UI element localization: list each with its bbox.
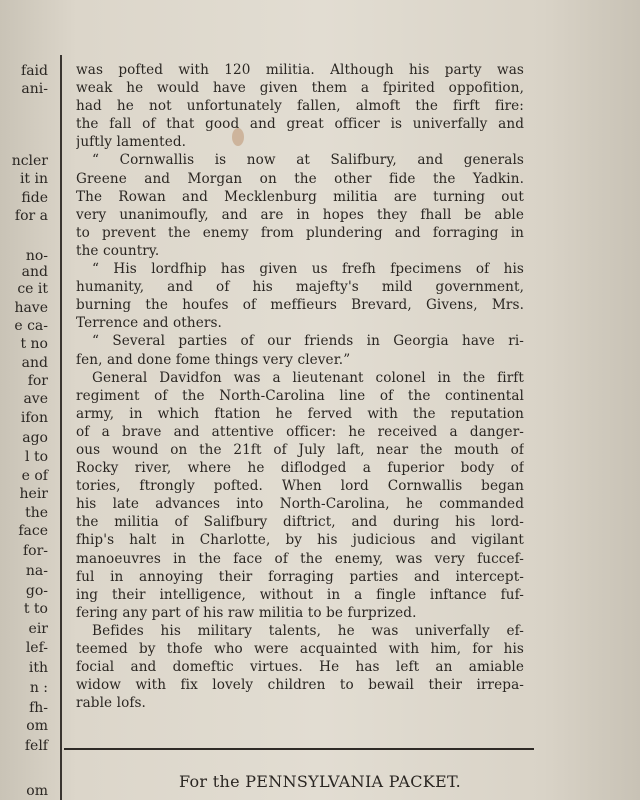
left-column-fragment: e ca- — [14, 318, 48, 334]
left-column-fragment: the — [25, 505, 48, 521]
left-column-fragment: ani- — [21, 81, 48, 97]
article-line: of a brave and attentive officer: he received a danger- — [76, 423, 524, 440]
article-line: to prevent the enemy from plundering and forraging in — [76, 224, 524, 241]
article-line: “ Several parties of our friends in Georgia have ri- — [92, 333, 524, 350]
article-line: fen, and done fome things very clever.” — [76, 351, 351, 368]
left-column-fragment: face — [18, 523, 48, 539]
left-column-fragment: fide — [21, 190, 48, 206]
article-line: juftly lamented. — [76, 134, 187, 151]
article-line: widow with fix lovely children to bewail their irrepa- — [76, 677, 524, 694]
article-column — [76, 61, 524, 712]
left-column-fragment: t to — [23, 601, 48, 617]
left-column-fragment: ifon — [20, 410, 48, 426]
left-column-fragment: ce it — [17, 281, 48, 297]
left-column-fragment: ncler — [11, 153, 48, 169]
left-column-fragment: t no — [20, 336, 48, 352]
left-column-fragment: om — [26, 718, 48, 734]
left-column-fragment: n : — [29, 680, 48, 696]
article-line: fhip's halt in Charlotte, by his judicious and vigilant — [76, 532, 524, 549]
article-line: focial and domeftic virtues. He has left an amiable — [76, 659, 524, 676]
article-line: Terrence and others. — [76, 315, 222, 332]
left-column-fragment: and — [21, 355, 48, 371]
next-article-heading: For the PENNSYLVANIA PACKET. — [178, 772, 462, 791]
left-column-fragment: ave — [23, 391, 48, 407]
article-line: Befides his military talents, he was univerfally ef- — [92, 622, 524, 639]
article-line: ous wound on the 21ft of July laft, near the mouth of — [76, 441, 524, 458]
article-line: manoeuvres in the face of the enemy, was very fuccef- — [76, 550, 524, 567]
article-line: had he not unfortunately fallen, almoft the firft fire: — [76, 98, 524, 115]
left-column-fragment: for — [27, 373, 48, 389]
article-line: the fall of that good and great officer is univerfally and — [76, 116, 524, 133]
article-line: rable lofs. — [76, 695, 146, 712]
left-column-fragment: for- — [22, 543, 48, 559]
article-line: Greene and Morgan on the other fide the Yadkin. — [76, 170, 524, 187]
article-line: weak he would have given them a fpirited oppofition, — [76, 80, 524, 97]
left-column-fragment: lef- — [25, 640, 48, 656]
left-column-fragment: l to — [25, 449, 48, 465]
article-line: was pofted with 120 militia. Although his party was — [76, 62, 524, 78]
article-line: regiment of the North-Carolina line of the continental — [76, 387, 524, 404]
column-divider — [60, 55, 62, 800]
article-line: The Rowan and Mecklenburg militia are turning out — [76, 188, 524, 205]
left-column-fragment: felf — [24, 738, 48, 754]
left-column-fragment: it in — [19, 171, 48, 187]
left-column-fragment: go- — [25, 583, 48, 599]
left-column-fragment: eir — [28, 621, 48, 637]
article-line: the militia of Salifbury diftrict, and during his lord- — [76, 514, 524, 531]
article-line: his late advances into North-Carolina, he commanded — [76, 496, 524, 513]
left-column-fragment: fh- — [29, 700, 48, 716]
left-column-fragment: ith — [28, 660, 48, 676]
left-column-fragment: ago — [22, 430, 48, 446]
article-line: very unanimoufly, and are in hopes they fhall be able — [76, 206, 524, 223]
article-line: ful in annoying their forraging parties and intercept- — [76, 568, 524, 585]
article-line: “ Cornwallis is now at Salifbury, and generals — [92, 152, 524, 169]
article-line: tories, ftrongly pofted. When lord Cornwallis began — [76, 478, 524, 495]
section-rule — [64, 748, 534, 750]
left-column-fragments — [0, 0, 48, 800]
left-column-fragment: have — [14, 300, 48, 316]
article-line: teemed by thofe who were acquainted with him, for his — [76, 641, 524, 657]
left-column-fragment: faid — [21, 63, 48, 79]
left-column-fragment: for a — [14, 208, 48, 224]
left-column-fragment: e of — [21, 468, 48, 484]
article-line: ing their intelligence, without in a fingle inftance fuf- — [76, 586, 524, 603]
article-line: army, in which ftation he ferved with the reputation — [76, 405, 524, 422]
article-line: Rocky river, where he diflodged a fuperior body of — [76, 460, 524, 477]
left-column-fragment: and — [21, 264, 48, 280]
article-line: the country. — [76, 242, 160, 259]
article-line: humanity, and of his majefty's mild government, — [76, 279, 524, 296]
article-line: burning the houfes of meffieurs Brevard, Givens, Mrs. — [76, 297, 524, 314]
left-column-fragment: no- — [25, 248, 48, 264]
article-line: “ His lordfhip has given us frefh fpecimens of his — [92, 261, 524, 278]
left-column-fragment: heir — [19, 486, 48, 502]
article-line: fering any part of his raw militia to be furprized. — [76, 604, 417, 621]
left-column-fragment: na- — [25, 563, 48, 579]
article-line: General Davidfon was a lieutenant colonel in the firft — [92, 369, 524, 386]
left-column-fragment: om — [26, 783, 48, 799]
